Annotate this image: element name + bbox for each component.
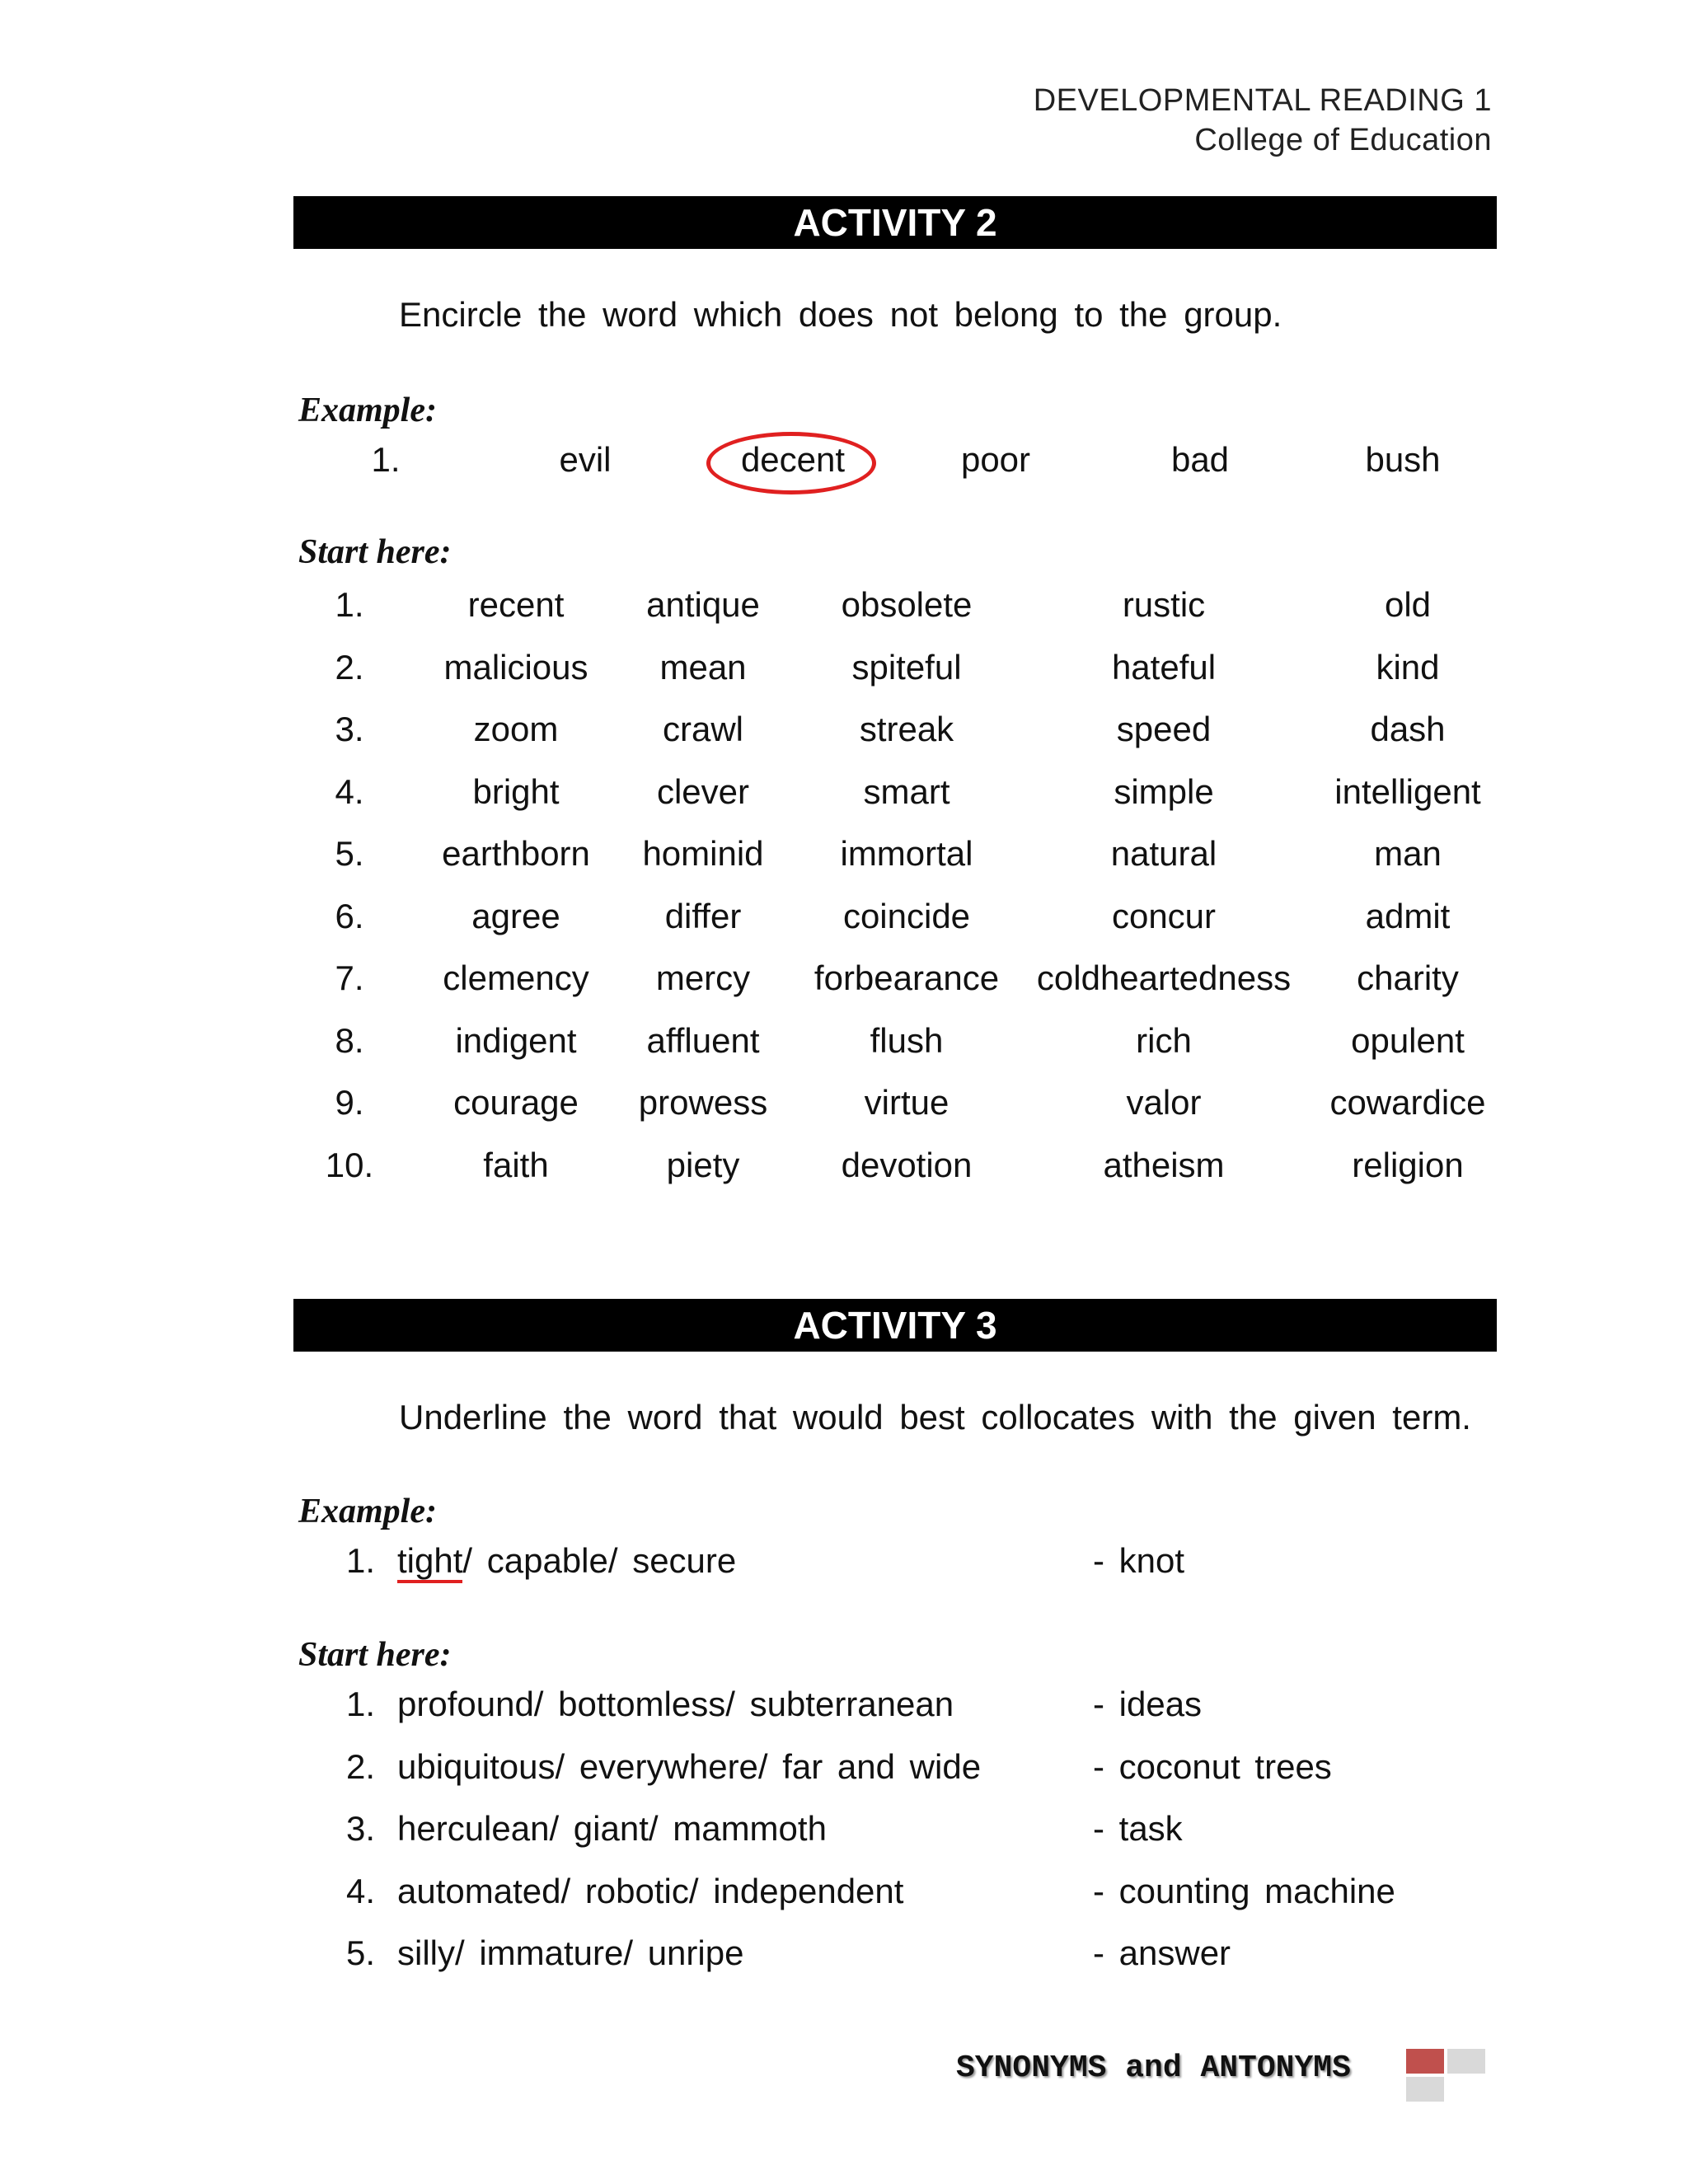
word-choice[interactable]: spiteful [851,647,962,687]
word-choice[interactable]: concur [1111,896,1217,935]
example-number: 1. [371,440,401,479]
word-options[interactable]: automated/ robotic/ independent [397,1871,904,1910]
word-options[interactable]: herculean/ giant/ mammoth [397,1809,827,1848]
word-choice[interactable]: courage [453,1083,579,1122]
item-number: 4. [346,1871,376,1910]
word-choice[interactable]: malicious [443,647,588,687]
example-word: bush [1365,440,1441,479]
activity3-example-options [397,1541,736,1581]
word-choice[interactable]: dash [1370,710,1446,748]
collocation-term: - task [1093,1809,1183,1848]
example-remaining-options: / capable/ secure [462,1541,737,1580]
word-choice[interactable]: kind [1376,647,1440,687]
example-word: decent [740,440,846,479]
item-number: 8. [335,1020,364,1060]
word-choice[interactable]: prowess [638,1083,768,1122]
collocation-term: - counting machine [1093,1871,1395,1910]
word-choice[interactable]: cowardice [1329,1083,1486,1122]
word-choice[interactable]: antique [646,585,760,624]
item-number: 6. [335,896,364,935]
item-number: 10. [325,1145,374,1184]
word-choice[interactable]: religion [1352,1145,1464,1184]
answer-circle [706,432,876,494]
word-choice[interactable]: faith [483,1145,549,1184]
word-choice[interactable]: indigent [455,1020,577,1060]
underlined-answer: tight [397,1541,462,1583]
word-choice[interactable]: natural [1110,834,1217,873]
word-choice[interactable]: coldheartedness [1036,958,1292,997]
college-name: College of Education [1194,123,1492,157]
word-choice[interactable]: differ [664,896,742,935]
item-number: 2. [335,647,364,687]
word-options[interactable]: ubiquitous/ everywhere/ far and wide [397,1746,982,1786]
item-number: 3. [346,1809,376,1848]
example-word: evil [559,440,612,479]
word-choice[interactable]: affluent [646,1020,760,1060]
activity2-instruction: Encircle the word which does not belong to the group. [399,295,1282,334]
example-word: poor [960,440,1031,479]
word-choice[interactable]: crawl [662,710,744,748]
red-square-icon [1406,2049,1444,2074]
document-header [1034,81,1492,160]
word-choice[interactable]: simple [1114,771,1214,811]
word-options[interactable]: profound/ bottomless/ subterranean [397,1685,954,1723]
word-choice[interactable]: atheism [1103,1145,1225,1184]
activity2-example-label: Example: [298,391,437,429]
item-number: 4. [335,771,364,811]
gray-square-icon [1447,2049,1485,2074]
word-choice[interactable]: piety [666,1145,740,1184]
item-number: 9. [335,1083,364,1122]
example-word: bad [1170,440,1230,479]
word-choice[interactable]: streak [859,710,954,748]
word-choice[interactable]: recent [467,585,565,624]
word-choice[interactable]: flush [870,1020,944,1060]
word-choice[interactable]: earthborn [442,834,590,873]
word-choice[interactable]: smart [863,771,950,811]
word-choice[interactable]: intelligent [1334,771,1481,811]
collocation-term: - answer [1093,1933,1231,1972]
word-choice[interactable]: rustic [1122,585,1206,624]
word-choice[interactable]: mercy [655,958,751,997]
word-choice[interactable]: hominid [642,834,764,873]
activity3-example-label: Example: [298,1493,437,1530]
word-choice[interactable]: coincide [842,896,971,935]
course-title: DEVELOPMENTAL READING 1 [1033,83,1492,118]
word-choice[interactable]: clemency [443,958,589,997]
word-choice[interactable]: rich [1136,1020,1192,1060]
word-choice[interactable]: admit [1365,896,1451,935]
word-choice[interactable]: valor [1126,1083,1202,1122]
word-choice[interactable]: immortal [840,834,973,873]
activity2-start-label: Start here: [298,533,452,571]
word-choice[interactable]: clever [656,771,750,811]
word-choice[interactable]: speed [1116,710,1212,748]
item-number: 7. [335,958,364,997]
word-choice[interactable]: virtue [864,1083,950,1122]
word-choice[interactable]: devotion [841,1145,973,1184]
word-choice[interactable]: agree [471,896,560,935]
activity3-start-label: Start here: [298,1636,452,1674]
word-choice[interactable]: obsolete [841,585,973,624]
item-number: 5. [335,834,364,873]
activity3-example-number: 1. [346,1541,376,1580]
activity3-example-term: - knot [1093,1541,1185,1580]
word-choice[interactable]: opulent [1351,1020,1465,1060]
collocation-term: - ideas [1093,1685,1203,1723]
word-choice[interactable]: zoom [473,710,559,748]
item-number: 1. [346,1685,376,1723]
word-choice[interactable]: old [1384,585,1432,624]
word-choice[interactable]: mean [659,647,747,687]
word-options[interactable]: silly/ immature/ unripe [397,1933,744,1972]
footer-title: SYNONYMS and ANTONYMS [956,2050,1351,2086]
item-number: 3. [335,710,364,748]
word-choice[interactable]: bright [472,771,560,811]
word-choice[interactable]: man [1374,834,1442,873]
gray-square-icon [1406,2077,1444,2102]
item-number: 5. [346,1933,376,1972]
activity2-title-bar: ACTIVITY 2 [293,196,1497,249]
activity3-instruction: Underline the word that would best collocates with the given term. [399,1398,1471,1436]
collocation-term: - coconut trees [1093,1746,1332,1786]
word-choice[interactable]: forbearance [814,958,1000,997]
activity3-title-bar: ACTIVITY 3 [293,1299,1497,1352]
word-choice[interactable]: hateful [1111,647,1217,687]
word-choice[interactable]: charity [1357,958,1459,997]
item-number: 2. [346,1746,376,1786]
item-number: 1. [335,585,364,624]
